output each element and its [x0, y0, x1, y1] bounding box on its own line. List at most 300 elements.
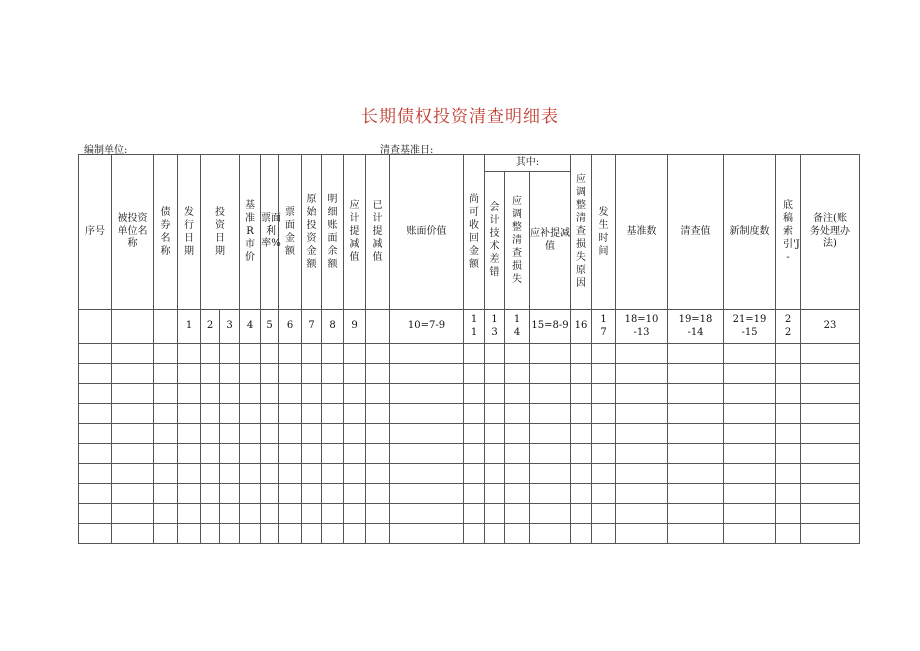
num-cell — [366, 310, 390, 344]
col-header-12: 已计提减值 — [366, 155, 390, 310]
col-header-16: 应调整清查损失 — [505, 172, 530, 310]
num-cell — [79, 310, 112, 344]
column-number-row — [79, 310, 860, 344]
table-cell — [464, 424, 485, 444]
num-cell: 7 — [302, 310, 322, 344]
table-cell — [112, 504, 154, 524]
col-header-10: 明细账面余额 — [322, 155, 344, 310]
table-cell — [154, 524, 178, 544]
table-cell — [616, 424, 668, 444]
num-cell: 3 — [220, 310, 240, 344]
table-cell — [616, 404, 668, 424]
table-cell — [366, 464, 390, 484]
table-cell — [178, 484, 201, 504]
col-header-8: 票面金额 — [279, 155, 302, 310]
num-cell: 2 — [201, 310, 220, 344]
table-cell — [240, 424, 261, 444]
table-cell — [366, 384, 390, 404]
table-cell — [616, 344, 668, 364]
table-cell — [220, 404, 240, 424]
table-cell — [592, 484, 616, 504]
table-cell — [668, 444, 724, 464]
table-cell — [530, 404, 571, 424]
table-cell — [464, 404, 485, 424]
table-cell — [154, 364, 178, 384]
table-cell — [464, 444, 485, 464]
table-cell — [201, 404, 220, 424]
table-cell — [240, 444, 261, 464]
num-cell: 1 — [178, 310, 201, 344]
table-cell — [668, 464, 724, 484]
table-cell — [279, 344, 302, 364]
table-cell — [261, 344, 279, 364]
col-header-13: 账面价值 — [390, 155, 464, 310]
table-cell — [668, 384, 724, 404]
num-cell: 22 — [776, 310, 801, 344]
table-cell — [505, 484, 530, 504]
table-cell — [220, 384, 240, 404]
table-cell — [178, 404, 201, 424]
table-cell — [724, 524, 776, 544]
table-cell — [485, 444, 505, 464]
table-cell — [261, 524, 279, 544]
table-cell — [366, 364, 390, 384]
col-header-20: 基准数 — [616, 155, 668, 310]
table-cell — [322, 384, 344, 404]
table-cell — [302, 344, 322, 364]
table-cell — [592, 424, 616, 444]
table-cell — [616, 484, 668, 504]
table-cell — [178, 424, 201, 444]
num-cell: 17 — [592, 310, 616, 344]
table-row — [79, 384, 860, 404]
col-header-14: 尚可收回金额 — [464, 155, 485, 310]
table-cell — [154, 424, 178, 444]
col-header-17: 应补提减值 — [530, 172, 571, 310]
table-cell — [724, 424, 776, 444]
num-cell: 4 — [240, 310, 261, 344]
table-row — [79, 484, 860, 504]
table-cell — [390, 344, 464, 364]
table-cell — [724, 384, 776, 404]
table-cell — [776, 424, 801, 444]
num-cell: 9 — [344, 310, 366, 344]
table-row — [79, 344, 860, 364]
table-cell — [724, 344, 776, 364]
table-cell — [302, 464, 322, 484]
table-cell — [801, 384, 860, 404]
num-cell: 19=18-14 — [668, 310, 724, 344]
table-cell — [801, 424, 860, 444]
table-cell — [154, 444, 178, 464]
table-cell — [592, 404, 616, 424]
table-cell — [220, 464, 240, 484]
table-cell — [530, 464, 571, 484]
table-cell — [344, 504, 366, 524]
table-cell — [616, 504, 668, 524]
table-cell — [302, 404, 322, 424]
table-cell — [220, 344, 240, 364]
table-cell — [279, 384, 302, 404]
table-cell — [344, 424, 366, 444]
table-cell — [279, 404, 302, 424]
table-cell — [724, 444, 776, 464]
table-cell — [322, 444, 344, 464]
table-cell — [571, 384, 592, 404]
table-cell — [344, 524, 366, 544]
table-cell — [112, 404, 154, 424]
table-cell — [344, 384, 366, 404]
table-cell — [322, 344, 344, 364]
num-cell: 13 — [485, 310, 505, 344]
table-cell — [464, 344, 485, 364]
table-cell — [79, 464, 112, 484]
table-cell — [261, 364, 279, 384]
table-cell — [178, 504, 201, 524]
table-cell — [201, 464, 220, 484]
table-cell — [390, 404, 464, 424]
table-cell — [279, 444, 302, 464]
table-cell — [178, 524, 201, 544]
table-cell — [366, 504, 390, 524]
table-cell — [464, 504, 485, 524]
table-cell — [390, 464, 464, 484]
table-cell — [322, 424, 344, 444]
table-cell — [801, 364, 860, 384]
table-cell — [302, 504, 322, 524]
table-cell — [154, 464, 178, 484]
table-cell — [79, 504, 112, 524]
table-cell — [240, 524, 261, 544]
table-cell — [279, 484, 302, 504]
table-cell — [592, 524, 616, 544]
table-cell — [178, 464, 201, 484]
table-cell — [79, 424, 112, 444]
table-cell — [668, 404, 724, 424]
table-cell — [801, 404, 860, 424]
table-cell — [112, 444, 154, 464]
table-cell — [571, 504, 592, 524]
col-header-19: 发生时间 — [592, 155, 616, 310]
col-header-23: 底稿索引'J- — [776, 155, 801, 310]
table-cell — [79, 364, 112, 384]
table-cell — [776, 404, 801, 424]
table-cell — [366, 484, 390, 504]
col-header-6: 基准R市价 — [240, 155, 261, 310]
table-cell — [261, 404, 279, 424]
table-cell — [279, 364, 302, 384]
table-cell — [485, 484, 505, 504]
col-header-3: 债券名称 — [154, 155, 178, 310]
table-cell — [592, 444, 616, 464]
table-cell — [79, 484, 112, 504]
table-cell — [240, 464, 261, 484]
table-cell — [112, 524, 154, 544]
table-cell — [776, 504, 801, 524]
table-cell — [220, 504, 240, 524]
table-cell — [240, 504, 261, 524]
table-cell — [464, 464, 485, 484]
table-cell — [571, 404, 592, 424]
table-cell — [220, 424, 240, 444]
table-cell — [366, 344, 390, 364]
table-cell — [154, 504, 178, 524]
table-cell — [505, 464, 530, 484]
table-cell — [261, 384, 279, 404]
num-cell: 11 — [464, 310, 485, 344]
table-row — [79, 444, 860, 464]
table-cell — [302, 524, 322, 544]
table-cell — [344, 364, 366, 384]
table-cell — [390, 384, 464, 404]
col-header-1: 序号 — [79, 155, 112, 310]
table-cell — [801, 344, 860, 364]
table-cell — [724, 484, 776, 504]
num-cell: 14 — [505, 310, 530, 344]
table-cell — [366, 524, 390, 544]
table-cell — [344, 484, 366, 504]
table-cell — [178, 384, 201, 404]
table-cell — [505, 404, 530, 424]
table-cell — [366, 404, 390, 424]
table-row — [79, 504, 860, 524]
table-cell — [322, 364, 344, 384]
table-cell — [801, 484, 860, 504]
table-cell — [390, 444, 464, 464]
table-cell — [302, 484, 322, 504]
table-cell — [201, 484, 220, 504]
table-cell — [79, 344, 112, 364]
col-header-11: 应计提减值 — [344, 155, 366, 310]
table-cell — [530, 504, 571, 524]
table-cell — [616, 444, 668, 464]
table-cell — [261, 484, 279, 504]
table-cell — [668, 344, 724, 364]
table-cell — [390, 504, 464, 524]
table-cell — [571, 364, 592, 384]
table-cell — [668, 484, 724, 504]
table-cell — [302, 424, 322, 444]
table-row — [79, 524, 860, 544]
num-cell: 16 — [571, 310, 592, 344]
table-cell — [530, 424, 571, 444]
num-cell: 23 — [801, 310, 860, 344]
table-cell — [261, 424, 279, 444]
table-cell — [366, 444, 390, 464]
table-cell — [279, 424, 302, 444]
table-cell — [485, 504, 505, 524]
group-header: 其中: — [485, 155, 571, 172]
table-cell — [724, 364, 776, 384]
table-cell — [220, 524, 240, 544]
table-cell — [571, 484, 592, 504]
num-cell: 8 — [322, 310, 344, 344]
table-cell — [220, 484, 240, 504]
table-cell — [390, 524, 464, 544]
table-cell — [801, 504, 860, 524]
num-cell: 15=8-9 — [530, 310, 571, 344]
table-cell — [279, 464, 302, 484]
num-cell: 18=10-13 — [616, 310, 668, 344]
table-cell — [154, 404, 178, 424]
table-cell — [485, 424, 505, 444]
col-header-18: 应调整清查损失原因 — [571, 155, 592, 310]
table-cell — [592, 504, 616, 524]
col-header-4: 发行日期 — [178, 155, 201, 310]
table-cell — [776, 464, 801, 484]
table-row — [79, 364, 860, 384]
table-cell — [485, 524, 505, 544]
table-cell — [776, 384, 801, 404]
table-cell — [390, 484, 464, 504]
table-cell — [201, 424, 220, 444]
table-cell — [112, 364, 154, 384]
table-cell — [530, 384, 571, 404]
unit-label: 编制单位: — [84, 145, 128, 156]
table-cell — [530, 344, 571, 364]
table-cell — [530, 364, 571, 384]
table-cell — [390, 424, 464, 444]
table-cell — [505, 344, 530, 364]
table-cell — [485, 384, 505, 404]
table-cell — [112, 424, 154, 444]
table-cell — [776, 364, 801, 384]
table-cell — [530, 484, 571, 504]
table-cell — [220, 364, 240, 384]
table-cell — [201, 444, 220, 464]
table-cell — [505, 524, 530, 544]
table-cell — [79, 524, 112, 544]
table-cell — [366, 424, 390, 444]
table-cell — [240, 384, 261, 404]
table-cell — [344, 404, 366, 424]
table-cell — [390, 364, 464, 384]
table-cell — [240, 484, 261, 504]
table-cell — [724, 504, 776, 524]
table-cell — [240, 404, 261, 424]
table-cell — [344, 444, 366, 464]
table-cell — [261, 504, 279, 524]
table-cell — [616, 524, 668, 544]
table-cell — [801, 444, 860, 464]
page-title: 长期债权投资清查明细表 — [361, 107, 559, 127]
table-cell — [344, 464, 366, 484]
table-cell — [505, 444, 530, 464]
table-cell — [505, 504, 530, 524]
table-cell — [464, 384, 485, 404]
table-cell — [485, 364, 505, 384]
table-cell — [261, 444, 279, 464]
table-cell — [485, 464, 505, 484]
table-cell — [668, 524, 724, 544]
table-cell — [505, 384, 530, 404]
table-cell — [592, 364, 616, 384]
table-cell — [344, 344, 366, 364]
table-cell — [571, 524, 592, 544]
table-cell — [279, 504, 302, 524]
table-cell — [261, 464, 279, 484]
table-cell — [571, 464, 592, 484]
table-cell — [505, 364, 530, 384]
table-cell — [201, 504, 220, 524]
table-cell — [302, 384, 322, 404]
table-cell — [668, 364, 724, 384]
table-cell — [322, 504, 344, 524]
table-row — [79, 404, 860, 424]
table-row — [79, 424, 860, 444]
table-cell — [464, 484, 485, 504]
table-cell — [112, 484, 154, 504]
table-cell — [776, 344, 801, 364]
table-cell — [668, 424, 724, 444]
table-cell — [571, 424, 592, 444]
table-cell — [571, 344, 592, 364]
table-cell — [178, 344, 201, 364]
table-cell — [220, 444, 240, 464]
table-cell — [724, 404, 776, 424]
table-cell — [592, 344, 616, 364]
table-cell — [505, 424, 530, 444]
table-cell — [240, 344, 261, 364]
table-cell — [322, 484, 344, 504]
table-cell — [112, 384, 154, 404]
table-cell — [801, 524, 860, 544]
ledger-table — [78, 154, 860, 544]
table-cell — [322, 464, 344, 484]
col-header-24: 备注(账务处理办法) — [801, 155, 860, 310]
table-cell — [201, 344, 220, 364]
col-header-2: 被投资单位名称 — [112, 155, 154, 310]
table-cell — [530, 444, 571, 464]
table-cell — [112, 464, 154, 484]
table-cell — [279, 524, 302, 544]
table-cell — [302, 444, 322, 464]
date-label: 清查基准日: — [380, 145, 434, 156]
table-cell — [79, 384, 112, 404]
table-cell — [201, 384, 220, 404]
table-cell — [154, 484, 178, 504]
num-cell — [112, 310, 154, 344]
table-cell — [592, 464, 616, 484]
table-cell — [571, 444, 592, 464]
table-cell — [464, 364, 485, 384]
table-cell — [79, 444, 112, 464]
col-header-22: 新制度数 — [724, 155, 776, 310]
col-header-15: 会计技术差错 — [485, 172, 505, 310]
col-header-7: 票面利率% — [261, 155, 279, 310]
col-header-9: 原始投资金额 — [302, 155, 322, 310]
table-cell — [801, 464, 860, 484]
table-cell — [322, 524, 344, 544]
table-cell — [201, 524, 220, 544]
table-cell — [79, 404, 112, 424]
table-cell — [485, 404, 505, 424]
num-cell — [154, 310, 178, 344]
table-cell — [724, 464, 776, 484]
table-cell — [154, 344, 178, 364]
table-cell — [178, 444, 201, 464]
col-header-5: 投资日期 — [201, 155, 240, 310]
table-cell — [112, 344, 154, 364]
num-cell: 6 — [279, 310, 302, 344]
table-cell — [616, 464, 668, 484]
col-header-21: 清查值 — [668, 155, 724, 310]
table-cell — [201, 364, 220, 384]
num-cell: 5 — [261, 310, 279, 344]
table-cell — [322, 404, 344, 424]
table-cell — [776, 524, 801, 544]
table-cell — [530, 524, 571, 544]
